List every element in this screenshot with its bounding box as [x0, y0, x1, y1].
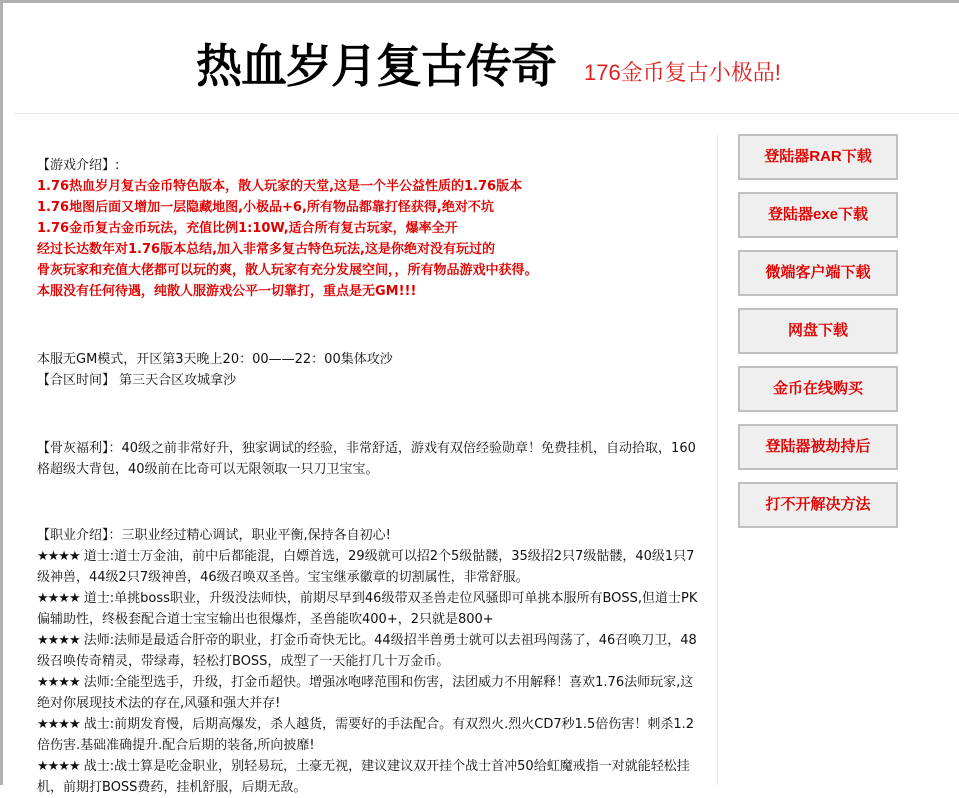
intro-line: 1.76金币复古金币玩法，充值比例1:10W,适合所有复古玩家，爆率全开: [37, 221, 458, 236]
site-title: 热血岁月复古传奇: [196, 39, 556, 93]
star-rating: ★★★★: [37, 759, 80, 774]
class-item: ★★★★ 法师:全能型选手，升级，打金币超快。增强冰咆哮范围和伤害，法团威力不用解释！喜欢1.76法师玩家,这绝对你展现技术法的存在,风骚和强大并存!: [37, 675, 694, 711]
header-divider: [15, 113, 959, 114]
sidebar-divider: [717, 134, 718, 785]
schedule-line: 本服无GM模式，开区第3天晚上20：00——22：00集体攻沙: [37, 352, 393, 367]
intro-line: 经过长达数年对1.76版本总结,加入非常多复古特色玩法,这是你绝对没有玩过的: [37, 242, 495, 257]
star-rating: ★★★★: [37, 675, 80, 690]
intro-line: 1.76热血岁月复古金币特色版本，散人玩家的天堂,这是一个半公益性质的1.76版本: [37, 179, 523, 194]
intro-heading: 【游戏介绍】:: [37, 158, 120, 173]
star-rating: ★★★★: [37, 591, 80, 606]
star-rating: ★★★★: [37, 633, 80, 648]
star-rating: ★★★★: [37, 549, 80, 564]
download-sidebar: [738, 134, 898, 540]
intro-line: 骨灰玩家和充值大佬都可以玩的爽，散人玩家有充分发展空间，，所有物品游戏中获得。: [37, 263, 538, 278]
star-rating: ★★★★: [37, 717, 80, 732]
cannot-open-fix-button[interactable]: 打不开解决方法: [738, 482, 898, 528]
intro-line: 1.76地图后面又增加一层隐藏地图,小极品+6,所有物品都靠打怪获得,绝对不坑: [37, 200, 494, 215]
micro-client-download-button[interactable]: 微端客户端下载: [738, 250, 898, 296]
site-header: [0, 28, 959, 98]
class-item: ★★★★ 战士:战士算是吃金职业，别轻易玩，土豪无视，建议建议双开挂个战士首冲50给虹魔戒指一对就能轻松挂机，前期打BOSS费药，挂机舒服，后期无敌。: [37, 759, 690, 795]
netdisk-download-button[interactable]: 网盘下载: [738, 308, 898, 354]
class-item: ★★★★ 战士:前期发育慢，后期高爆发，杀人越货，需要好的手法配合。有双烈火.烈火CD7秒1.5倍伤害！刺杀1.2倍伤害.基础准确提升.配合后期的装备,所向披靡!: [37, 717, 694, 753]
class-item: ★★★★ 法师:法师是最适合肝帝的职业，打金币奇快无比。44级招半兽勇士就可以去祖玛闯荡了，46召唤刀卫，48级召唤传奇精灵，带绿毒，轻松打BOSS，成型了一天能打几十万金币。: [37, 633, 697, 669]
site-subtitle: 176金币复古小极品!: [584, 60, 781, 85]
buy-gold-button[interactable]: 金币在线购买: [738, 366, 898, 412]
class-item: ★★★★ 道士:单挑boss职业，升级没法师快，前期尽早到46级带双圣兽走位风骚即可单挑本服所有BOSS,但道士PK偏辅助性，终极套配合道士宝宝输出也很爆炸，圣兽能吹400+，2只就是800+: [37, 591, 698, 627]
launcher-exe-download-button[interactable]: 登陆器exe下载: [738, 192, 898, 238]
launcher-rar-download-button[interactable]: 登陆器RAR下载: [738, 134, 898, 180]
class-heading: 【职业介绍】：三职业经过精心调试，职业平衡,保持各自初心!: [37, 528, 391, 543]
merge-time: 【合区时间】 第三天合区攻城拿沙: [37, 373, 237, 388]
intro-line: 本服没有任何待遇，纯散人服游戏公平一切靠打，重点是无GM!!!: [37, 284, 417, 299]
class-item: ★★★★ 道士:道士万金油，前中后都能混，白嫖首选，29级就可以招2个5级骷髅，35级招2只7级骷髅，40级1只7级神兽，44级2只7级神兽，46级召唤双圣兽。宝宝继承徽章的切割属性，非常舒服。: [37, 549, 695, 585]
veteran-welfare: 【骨灰福利】：40级之前非常好升，独家调试的经验，非常舒适，游戏有双倍经验勋章！免费挂机，自动拾取，160格超级大背包，40级前在比奇可以无限领取一只刀卫宝宝。: [37, 441, 696, 477]
launcher-hijacked-button[interactable]: 登陆器被劫持后: [738, 424, 898, 470]
main-content: [37, 155, 702, 798]
